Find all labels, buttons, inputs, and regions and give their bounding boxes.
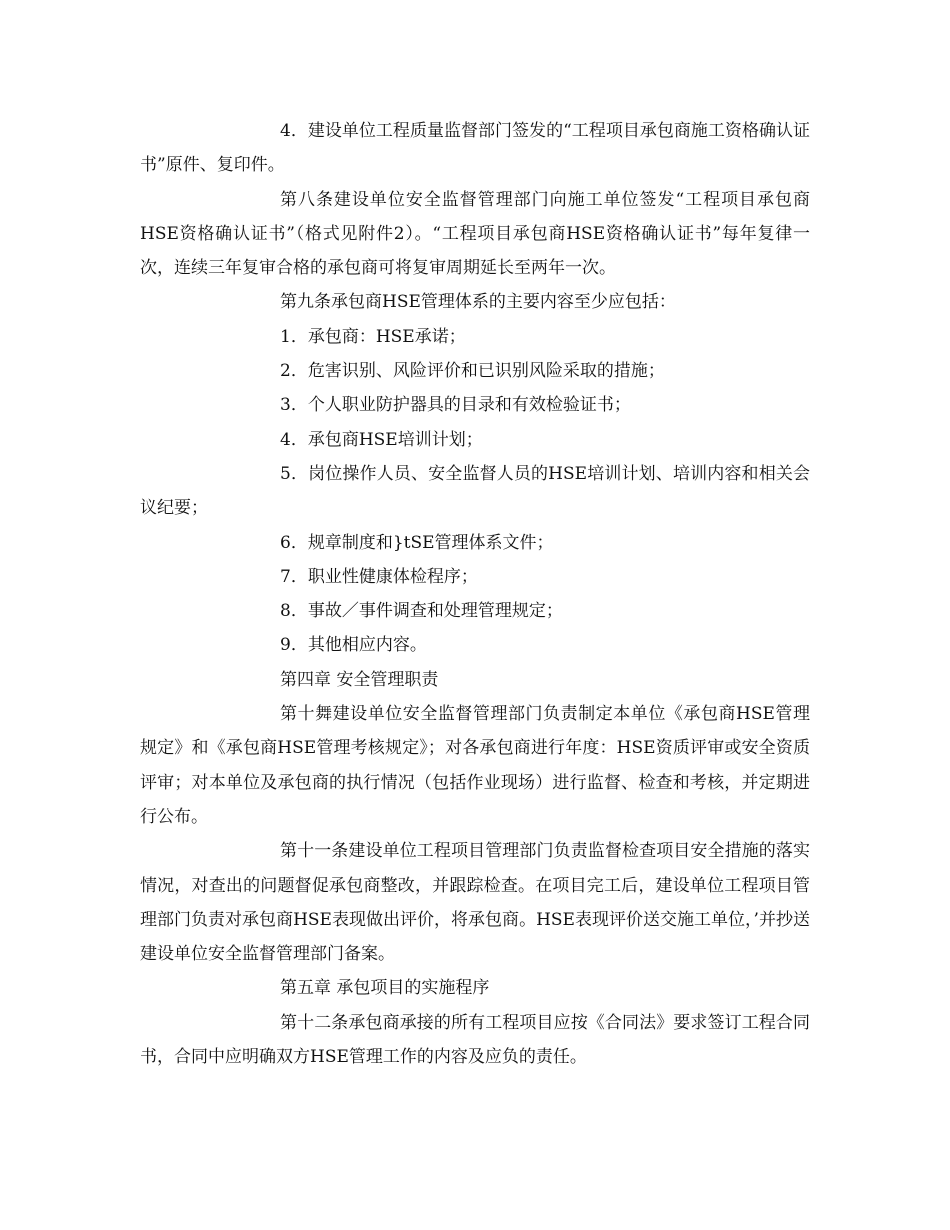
list-item-9: 9．其他相应内容。 xyxy=(280,635,427,656)
list-item-1: 1．承包商：HSE承诺； xyxy=(280,326,466,347)
list-item-7: 7．职业性健康体检程序； xyxy=(280,566,478,587)
list-item-8: 8．事故／事件调查和处理管理规定； xyxy=(280,601,563,622)
list-item-5: 5．岗位操作人员、安全监督人员的HSE培训计划、培训内容和相关会议纪要； xyxy=(140,463,810,519)
chapter-5-heading: 第五章 承包项目的实施程序 xyxy=(280,978,490,999)
chapter-4-heading: 第四章 安全管理职责 xyxy=(280,669,439,690)
paragraph-article-9: 第九条承包商HSE管理体系的主要内容至少应包括： xyxy=(280,292,676,313)
document-body xyxy=(140,114,810,1074)
list-item-6: 6．规章制度和}tSE管理体系文件； xyxy=(280,532,554,553)
list-item-4: 4．承包商HSE培训计划； xyxy=(280,429,483,450)
paragraph-article-11: 第十一条建设单位工程项目管理部门负责监督检查项目安全措施的落实情况，对查出的问题督促承包商整改，并跟踪检查。在项目完工后，建设单位工程项目管理部门负责对承包商HSE表现做出评价，将承包商。HSE表现评价送交施工单位，’并抄送建设单位安全监督管理部门备案。 xyxy=(140,841,810,965)
paragraph-article-10: 第十舞建设单位安全监督管理部门负责制定本单位《承包商HSE管理规定》和《承包商HSE管理考核规定》；对各承包商进行年度：HSE资质评审或安全资质评审；对本单位及承包商的执行情况（包括作业现场）进行监督、检查和考核，并定期进行公布。 xyxy=(140,704,810,827)
list-item-2: 2．危害识别、风险评价和已识别风险采取的措施； xyxy=(280,361,665,382)
list-item-3: 3．个人职业防护器具的目录和有效检验证书； xyxy=(280,395,631,416)
paragraph-item-4-certificate: 4．建设单位工程质量监督部门签发的“工程项目承包商施工资格确认证书”原件、复印件。 xyxy=(140,121,810,176)
paragraph-article-12: 第十二条承包商承接的所有工程项目应按《合同法》要求签订工程合同书，合同中应明确双方HSE管理工作的内容及应负的责任。 xyxy=(140,1012,810,1068)
paragraph-article-8: 第八条建设单位安全监督管理部门向施工单位签发“工程项目承包商HSE资格确认证书”（格式见附件2）。“工程项目承包商HSE资格确认证书”每年复律一次，连续三年复审合格的承包商可将复审周期延长至两年一次。 xyxy=(140,189,810,279)
